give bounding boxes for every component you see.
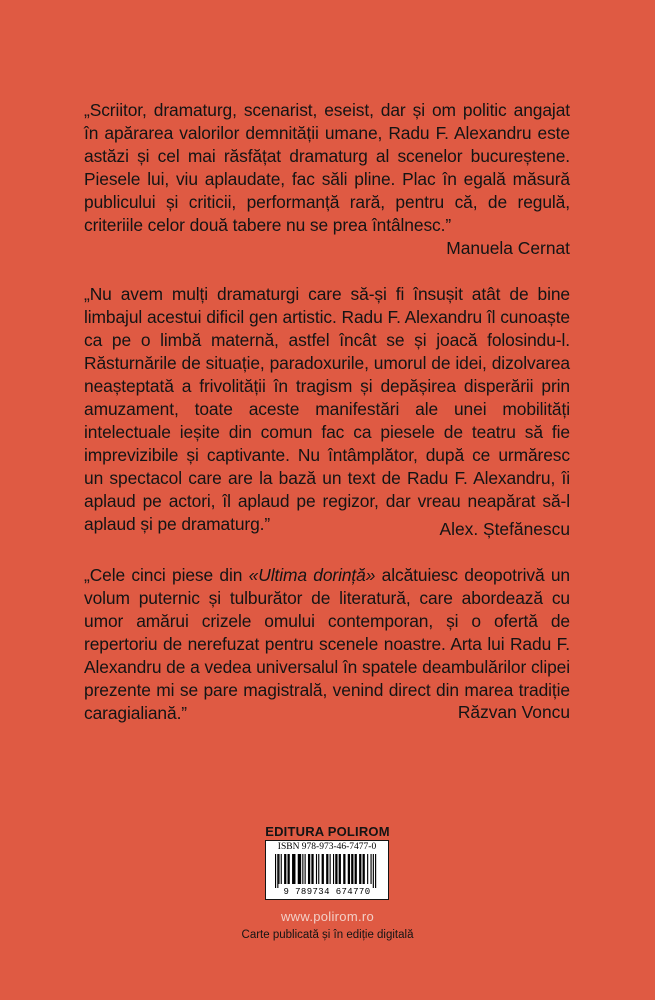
barcode-bar — [375, 854, 376, 888]
barcode-bar — [370, 854, 371, 884]
barcode-bar — [308, 854, 310, 884]
isbn-number: ISBN 978-973-46-7477-0 — [277, 842, 377, 852]
quote-author: Manuela Cernat — [446, 238, 570, 258]
barcode-bar — [359, 854, 361, 884]
barcode-bar — [367, 854, 368, 884]
barcode-bar — [343, 854, 345, 884]
barcode-bar — [281, 854, 282, 884]
barcode-bar — [284, 854, 286, 884]
barcode-bar — [373, 854, 374, 888]
barcode-bar — [292, 854, 295, 884]
quote-author: Alex. Ștefănescu — [439, 519, 570, 539]
quote-text: „Nu avem mulți dramaturgi care să-și fi însușit atât de bine limbajul acestui dificil gen artistic. Radu F. Alexandru îl cunoaște ca pe o limbă maternă, astfel încât se și joacă folosindu-l. Răsturnările de situație, paradoxurile, umorul de idei, dizolvarea neașteptată a frivolității în tragism și depășirea disperării prin amuzament, toate aceste manifestări ale unei mobilități intelectuale ieșite din comun fac ca piesele de teatru să fie imprevizibile și captivante. Nu întâmplător, după ce urmăresc un spectacol care are la bază un text de Radu F. Alexandru, îi aplaud pe actori, îl aplaud pe regizor, dar vreau neapărat să-l aplaud și pe dramaturg.” — [84, 284, 570, 534]
book-title: «Ultima dorință» — [248, 565, 376, 585]
barcode-bar — [275, 854, 276, 888]
barcode-bar — [348, 854, 350, 884]
quote-alex-stefanescu — [84, 283, 570, 536]
barcode-bar — [351, 854, 353, 884]
barcode-bar — [278, 854, 279, 884]
publisher-website: www.polirom.ro — [280, 909, 375, 924]
barcode-bar — [333, 854, 334, 884]
barcode-bar — [326, 854, 328, 884]
barcode-bar — [363, 854, 365, 884]
quote-manuela-cernat — [84, 99, 570, 237]
barcode-bar — [302, 854, 303, 884]
quote-text-after: alcătuiesc deopotrivă un volum puternic și tulburător de literatură, care abordează cu umor amărui crizele omului contemporan, și o ofertă de repertoriu de nerefuzat pentru scenele noastre. Arta lui Radu F. Alexandru de a vedea universalul în spatele deambulărilor clipei prezente mi se pare magistrală, venind direct din marea tradiție caragialiană.” — [84, 565, 571, 723]
digital-edition-note: Carte publicată și în ediție digitală — [241, 929, 414, 941]
isbn-barcode — [265, 840, 389, 900]
publisher-name: EDITURA POLIROM — [265, 824, 390, 839]
barcode-bar — [355, 854, 357, 884]
barcode-bar — [311, 854, 313, 884]
quote-text: „Scriitor, dramaturg, scenarist, eseist, dar și om politic angajat în apărarea valorilor demnității umane, Radu F. Alexandru este astăzi și cel mai răsfățat dramaturg al scenelor bucureștene. Piesele lui, viu aplaudate, fac săli pline. Plac în egală măsură publicului și criticii, performanță rară, pentru că, de regulă, criteriile celor două tabere nu se prea întâlnesc.” — [84, 100, 570, 235]
barcode-bar — [316, 854, 317, 884]
barcode-bar — [318, 854, 319, 884]
quote-text-before: „Cele cinci piese din — [84, 565, 249, 585]
barcode-bar — [298, 854, 301, 884]
barcode-bar — [330, 854, 331, 884]
barcode-bar — [277, 854, 278, 888]
quote-author: Răzvan Voncu — [457, 702, 570, 722]
barcode-icon — [275, 854, 383, 888]
barcode-digits: 9 789734 674770 — [283, 887, 371, 897]
barcode-bar — [322, 854, 324, 884]
barcode-bar — [335, 854, 337, 884]
barcode-bar — [339, 854, 341, 884]
barcode-bar — [305, 854, 306, 884]
barcode-bar — [288, 854, 290, 884]
